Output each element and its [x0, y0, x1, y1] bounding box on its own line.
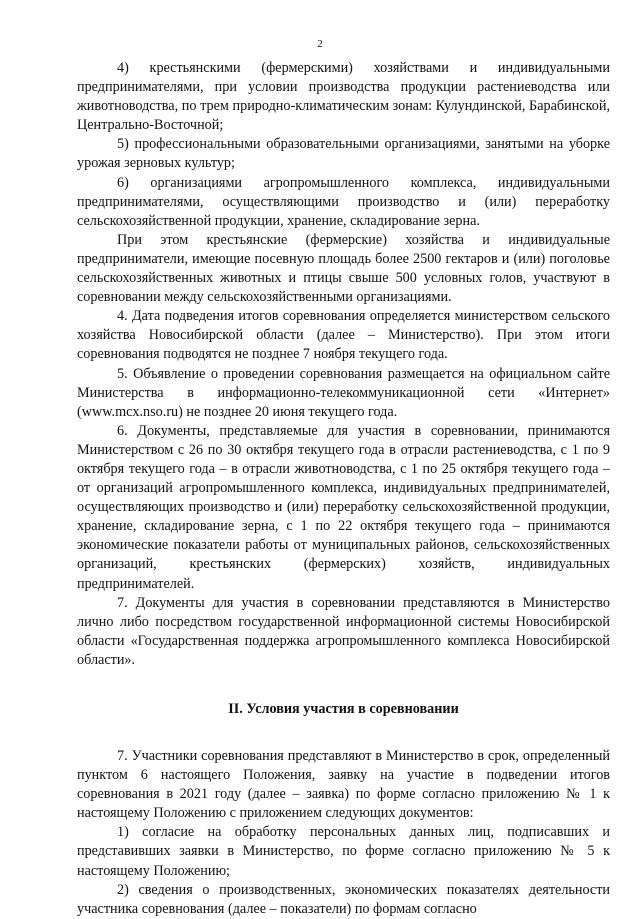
paragraph: 7. Документы для участия в соревновании представляются в Министерство лично либо посредством государственной информационной системы Новосибирской области «Государственная поддержка агропромышленного комплекса Новосибирской области». — [77, 594, 610, 668]
paragraph: 2) сведения о производственных, экономических показателях деятельности участника соревнования (далее – показатели) по формам согласно — [77, 881, 610, 917]
paragraph: 6. Документы, представляемые для участия в соревновании, принимаются Министерством с 26 по 30 октября текущего года в отрасли растениеводства, с 1 по 9 октября текущего года – в отрасли животноводства, с 1 по 25 октября текущего года – от организаций агропромышленного комплекса, индивидуальных предпринимателей, осуществляющих производство и (или) переработку сельскохозяйственной продукции, хранение, складирование зерна, с 1 по 22 октября текущего года – принимаются экономические показатели работы от муниципальных районов, сельскохозяйственных организаций, крестьянских (фермерских) хозяйств, индивидуальных предпринимателей. — [77, 422, 610, 592]
paragraph: 1) согласие на обработку персональных данных лиц, подписавших и представивших заявки в Министерство, по форме согласно приложению № 5 к настоящему Положению; — [77, 824, 610, 879]
page-number: 2 — [317, 38, 323, 50]
paragraph: 6) организациями агропромышленного комплекса, индивидуальными предпринимателями, осуществляющими производство и (или) переработку сельскохозяйственной продукции, хранение, складирование зерна. — [77, 174, 610, 229]
document-body — [77, 59, 610, 919]
paragraph: 4. Дата подведения итогов соревнования определяется министерством сельского хозяйства Новосибирской области (далее – Министерство). При этом итоги соревнования подводятся не позднее 7 ноября текущего года. — [77, 308, 610, 363]
paragraph: 5) профессиональными образовательными организациями, занятыми на уборке урожая зерновых культур; — [77, 136, 610, 172]
paragraph: 4) крестьянскими (фермерскими) хозяйствами и индивидуальными предпринимателями, при условии производства продукции растениеводства или животноводства, по трем природно-климатическим зонам: Кулундинской, Барабинской, Центрально-Восточной; — [77, 60, 610, 134]
paragraph: 7. Участники соревнования представляют в Министерство в срок, определенный пунктом 6 настоящего Положения, заявку на участие в подведении итогов соревнования в 2021 году (далее – заявка) по форме согласно приложению № 1 к настоящему Положению с приложением следующих документов: — [77, 748, 610, 822]
paragraph: 5. Объявление о проведении соревнования размещается на официальном сайте Министерства в информационно-телекоммуникационной сети «Интернет» (www.mcx.nso.ru) не позднее 20 июня текущего года. — [77, 365, 610, 420]
paragraph: При этом крестьянские (фермерские) хозяйства и индивидуальные предприниматели, имеющие посевную площадь более 2500 гектаров и (или) поголовье сельскохозяйственных животных и птицы свыше 500 условных голов, участвуют в соревновании между сельскохозяйственными организациями. — [77, 231, 610, 306]
section-heading: II. Условия участия в соревновании — [228, 701, 459, 717]
